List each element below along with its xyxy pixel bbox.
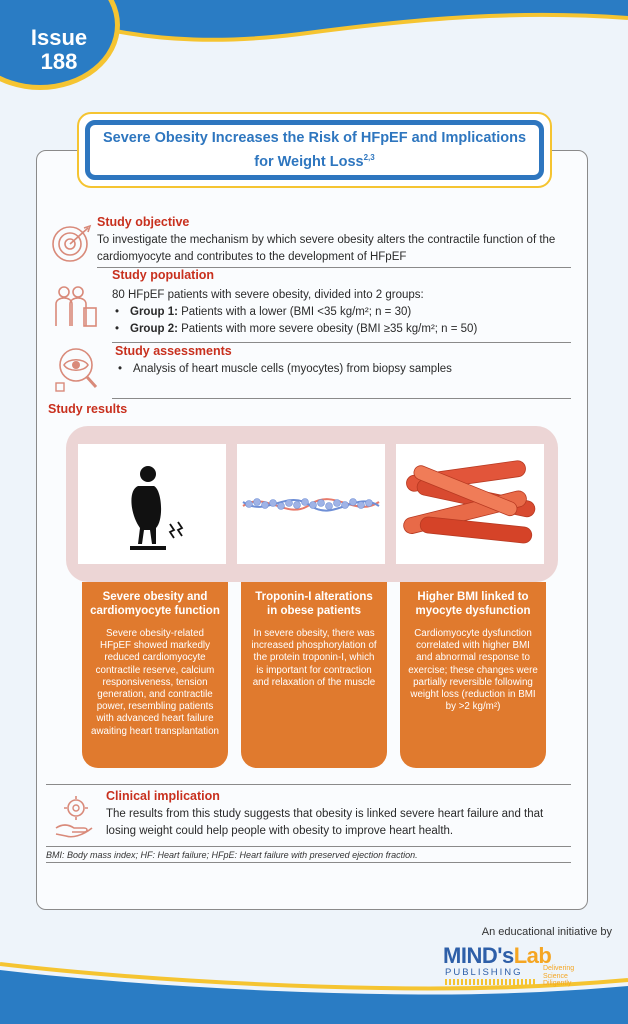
target-icon bbox=[48, 220, 96, 268]
group-1-text: Patients with a lower (BMI <35 kg/m²; n = 30) bbox=[177, 306, 412, 318]
result-card-1-body: Severe obesity-related HFpEF showed markedly reduced cardiomyocyte contractile reserve, calcium responsiveness, tension generation, and contractile power, resembling patients with advanced heart failure awaiting heart transplantation bbox=[91, 628, 219, 737]
people-group-icon bbox=[50, 282, 98, 330]
implication-text: The results from this study suggests that obesity is linked severe heart failure and that losing weight could help people with obesity to improve heart health. bbox=[106, 808, 544, 837]
image-panel-1 bbox=[78, 444, 226, 564]
muscle-fibers-illustration bbox=[396, 444, 544, 564]
result-card-1-title: Severe obesity and cardiomyocyte function bbox=[90, 591, 220, 617]
person-on-scale-icon bbox=[78, 444, 226, 564]
title-line-2 bbox=[254, 148, 374, 172]
result-card-3-title: Higher BMI linked to myocyte dysfunction bbox=[415, 591, 531, 617]
result-card-1 bbox=[82, 582, 228, 768]
result-card-3 bbox=[400, 582, 546, 768]
assessments-list bbox=[115, 361, 565, 378]
tagline-1: Delivering bbox=[543, 965, 575, 972]
logo-lab-text: Lab bbox=[513, 943, 552, 968]
minds-lab-logo bbox=[443, 943, 593, 989]
results-heading: Study results bbox=[48, 402, 128, 416]
tagline-2: Science bbox=[543, 972, 568, 980]
logo-main-text: MIND's bbox=[443, 943, 514, 968]
issue-word: Issue bbox=[30, 25, 88, 50]
image-panel-2 bbox=[237, 444, 385, 564]
group-1-label: Group 1: bbox=[130, 306, 178, 318]
group-2-text: Patients with more severe obesity (BMI ≥35 kg/m²; n = 50) bbox=[177, 323, 478, 335]
result-card-3-body: Cardiomyocyte dysfunction correlated with higher BMI and abnormal response to exercise; these changes were partially reversible following weight loss (reduction in BMI by >2 kg/m²) bbox=[408, 628, 538, 713]
group-2-item bbox=[112, 321, 567, 338]
divider bbox=[46, 784, 571, 785]
abbreviations-footnote: BMI: Body mass index; HF: Heart failure; HFpE: Heart failure with preserved ejection fraction. bbox=[46, 850, 418, 860]
result-card-2-title: Troponin-I alterations in obese patients bbox=[255, 591, 373, 617]
population-groups bbox=[112, 304, 567, 338]
result-card-2-body: In severe obesity, there was increased phosphorylation of the protein troponin-I, which is important for contraction and relaxation of the muscle bbox=[251, 628, 377, 688]
divider bbox=[46, 846, 571, 847]
population-heading: Study population bbox=[112, 268, 215, 282]
divider bbox=[46, 862, 571, 863]
title-line-2-text: for Weight Loss bbox=[254, 153, 364, 170]
objective-heading: Study objective bbox=[97, 215, 190, 229]
objective-text: To investigate the mechanism by which severe obesity alters the contractile function of the cardiomyocyte and contributes to the development of HFpEF bbox=[97, 234, 556, 263]
tagline-3: Diligently bbox=[543, 980, 572, 987]
logo-stripes bbox=[445, 979, 535, 985]
issue-label bbox=[14, 26, 104, 74]
assessments-heading: Study assessments bbox=[115, 344, 232, 358]
hand-holding-gear-icon bbox=[52, 792, 100, 840]
implication-heading: Clinical implication bbox=[106, 789, 220, 803]
population-intro: 80 HFpEF patients with severe obesity, divided into 2 groups: bbox=[112, 289, 424, 301]
image-panel-3 bbox=[396, 444, 544, 564]
result-card-2 bbox=[241, 582, 387, 768]
title-box bbox=[77, 112, 552, 188]
title-line-1: Severe Obesity Increases the Risk of HFpEF and Implications bbox=[102, 129, 527, 146]
assessment-item: • Analysis of heart muscle cells (myocytes) from biopsy samples bbox=[115, 361, 565, 378]
eye-magnifier-icon bbox=[52, 345, 100, 393]
logo-sub-text: PUBLISHING bbox=[445, 967, 523, 978]
troponin-filament-illustration bbox=[237, 444, 385, 564]
group-2-label: Group 2: bbox=[130, 323, 178, 335]
logo-tagline bbox=[543, 965, 574, 988]
group-1-item bbox=[112, 304, 567, 321]
divider bbox=[112, 342, 571, 343]
issue-number: 188 bbox=[40, 49, 78, 74]
initiative-text: An educational initiative by bbox=[481, 926, 612, 938]
title-refs: 2,3 bbox=[363, 152, 375, 162]
divider bbox=[112, 398, 571, 399]
